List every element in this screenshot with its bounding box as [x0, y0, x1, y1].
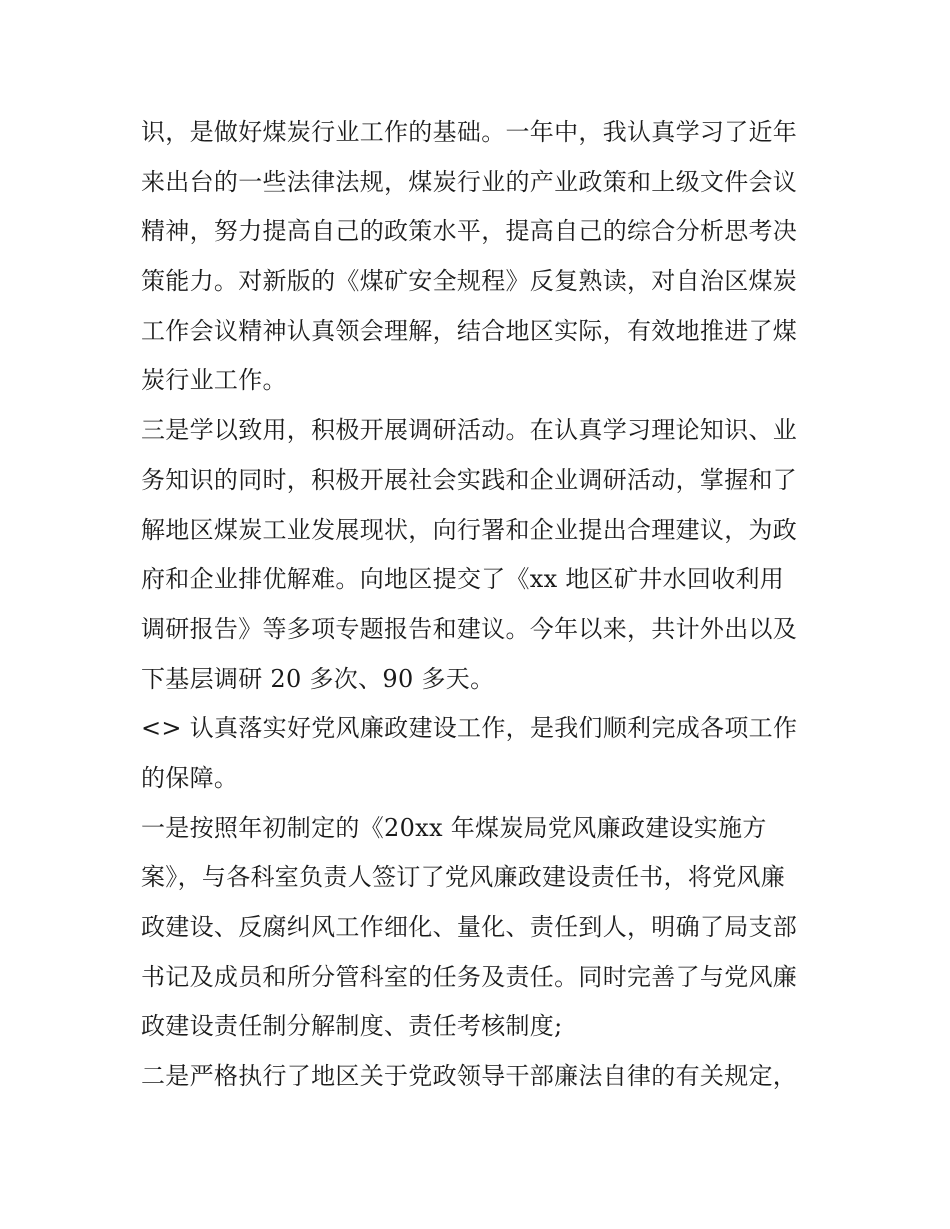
- text-line: 二是严格执行了地区关于党政领导干部廉法自律的有关规定，: [141, 1062, 798, 1091]
- text-line: 政建设责任制分解制度、责任考核制度;: [141, 1012, 563, 1041]
- text-line: 政建设、反腐纠风工作细化、量化、责任到人，明确了局支部: [141, 913, 798, 941]
- text-line: 府和企业排优解难。向地区提交了《xx 地区矿井水回收利用: [141, 565, 785, 594]
- text-line: 炭行业工作。: [141, 366, 287, 395]
- text-line: 案》，与各科室负责人签订了党风廉政建设责任书，将党风廉: [141, 863, 786, 892]
- text-line: 工作会议精神认真领会理解，结合地区实际，有效地推进了煤: [141, 316, 798, 345]
- text-line: 调研报告》等多项专题报告和建议。今年以来，共计外出以及: [141, 614, 798, 643]
- text-line: 的保障。: [141, 763, 239, 792]
- document-body: [141, 108, 821, 1102]
- text-line: 识，是做好煤炭行业工作的基础。一年中，我认真学习了近年: [141, 118, 798, 146]
- text-line: 三是学以致用，积极开展调研活动。在认真学习理论知识、业: [141, 416, 798, 445]
- text-line: 下基层调研 20 多次、90 多天。: [141, 664, 495, 693]
- text-line: 解地区煤炭工业发展现状，向行署和企业提出合理建议，为政: [141, 515, 798, 544]
- text-line: 务知识的同时，积极开展社会实践和企业调研活动，掌握和了: [141, 465, 798, 494]
- text-line: <> 认真落实好党风廉政建设工作，是我们顺利完成各项工作: [141, 714, 798, 743]
- text-line: 精神，努力提高自己的政策水平，提高自己的综合分析思考决: [141, 217, 798, 246]
- text-line: 来出台的一些法律法规，煤炭行业的产业政策和上级文件会议: [141, 167, 798, 196]
- text-line: 一是按照年初制定的《20xx 年煤炭局党风廉政建设实施方: [141, 813, 767, 842]
- text-line: 书记及成员和所分管科室的任务及责任。同时完善了与党风廉: [141, 962, 798, 991]
- text-line: 策能力。对新版的《煤矿安全规程》反复熟读，对自治区煤炭: [141, 267, 798, 296]
